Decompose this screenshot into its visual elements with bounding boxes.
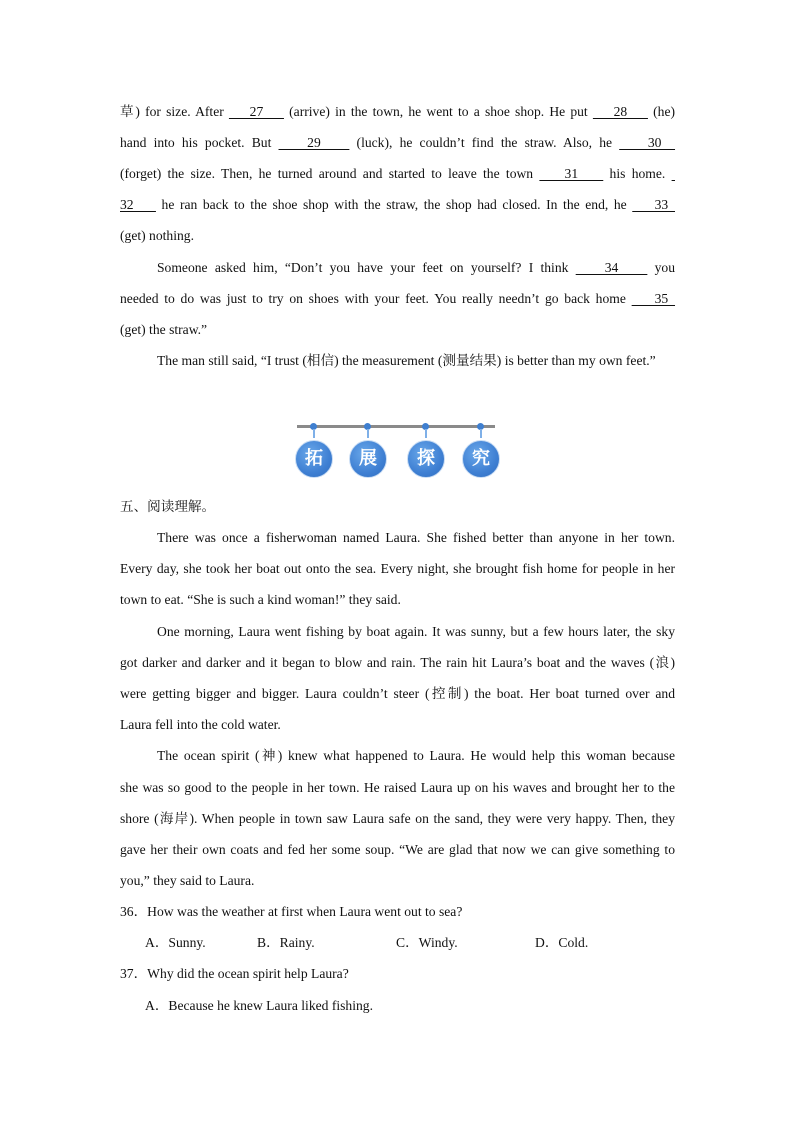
- passage1-line-6: Someone asked him, “Don’t you have your feet on yourself? I think 34 you: [157, 260, 676, 275]
- blank-35[interactable]: 35: [631, 291, 676, 306]
- passage1-line-9: The man still said, “I trust (相信) the measurement (测量结果) is better than my own feet.”: [157, 353, 656, 368]
- passage1-line-3: (forget) the size. Then, he turned around and started to leave the town 31 his home.: [120, 166, 672, 181]
- blank-30[interactable]: 30: [619, 135, 676, 150]
- passage2-p3-line-4: gave her their own coats and fed her some soup. “We are glad that now we can give something to: [120, 842, 675, 857]
- question-36-option-b[interactable]: B．Rainy.: [257, 935, 315, 950]
- blank-28[interactable]: 28: [592, 104, 648, 119]
- question-36-stem: 36．How was the weather at first when Laura went out to sea?: [120, 904, 463, 919]
- passage2-p2-line-3: were getting bigger and bigger. Laura couldn’t steer (控制) the boat. Her boat turned over and: [120, 686, 675, 701]
- passage2-p2-line-2: got darker and darker and it began to blow and rain. The rain hit Laura’s boat and the waves (浪): [120, 655, 675, 670]
- passage1-line-2: hand into his pocket. But 29 (luck), he couldn’t find the straw. Also, he 30: [120, 135, 676, 150]
- passage1-line-1: 草) for size. After 27 (arrive) in the town, he went to a shoe shop. He put 28 (he): [120, 104, 676, 119]
- passage1-line-7: needed to do was just to try on shoes with your feet. You really needn’t go back home 35: [120, 291, 676, 306]
- blank-32[interactable]: 32: [120, 197, 156, 212]
- passage1-line-4: 32 he ran back to the shoe shop with the straw, the shop had closed. In the end, he 33: [120, 197, 675, 212]
- passage2-p2-line-4: Laura fell into the cold water.: [120, 717, 281, 732]
- section-title: 五、阅读理解。: [120, 499, 216, 514]
- question-37-option-a[interactable]: A．Because he knew Laura liked fishing.: [145, 998, 374, 1013]
- banner-char-3: 探: [407, 440, 445, 478]
- question-36-option-d[interactable]: D．Cold.: [535, 935, 589, 950]
- banner-char-2: 展: [349, 440, 387, 478]
- question-36-option-a[interactable]: A．Sunny.: [145, 935, 206, 950]
- passage2-p1-line-3: town to eat. “She is such a kind woman!” they said.: [120, 592, 401, 607]
- passage2-p1-line-1: There was once a fisherwoman named Laura. She fished better than anyone in her town.: [157, 530, 675, 545]
- banner-char-1: 拓: [295, 440, 333, 478]
- question-37-stem: 37．Why did the ocean spirit help Laura?: [120, 966, 349, 981]
- passage2-p2-line-1: One morning, Laura went fishing by boat again. It was sunny, but a few hours later, the sky: [157, 624, 675, 639]
- blank-27[interactable]: 27: [228, 104, 284, 119]
- passage2-p1-line-2: Every day, she took her boat out onto the sea. Every night, she brought fish home for people in her: [120, 561, 675, 576]
- question-36-option-c[interactable]: C．Windy.: [396, 935, 458, 950]
- blank-34[interactable]: 34: [575, 260, 648, 275]
- passage1-line-8: (get) the straw.”: [120, 322, 208, 337]
- passage2-p3-line-3: shore (海岸). When people in town saw Laura safe on the sand, they were very happy. Then, they: [120, 811, 675, 826]
- banner-char-4: 究: [462, 440, 500, 478]
- passage2-p3-line-5: you,” they said to Laura.: [120, 873, 255, 888]
- passage1-line-5: (get) nothing.: [120, 228, 194, 243]
- blank-33[interactable]: 33: [632, 197, 675, 212]
- passage2-p3-line-1: The ocean spirit (神) knew what happened to Laura. He would help this woman because: [157, 748, 675, 763]
- banner-bar: [297, 425, 495, 428]
- blank-31[interactable]: 31: [539, 166, 604, 181]
- blank-29[interactable]: 29: [278, 135, 350, 150]
- section-banner: [295, 420, 500, 482]
- passage2-p3-line-2: she was so good to the people in her town. He raised Laura up on his waves and brought her to the: [120, 780, 675, 795]
